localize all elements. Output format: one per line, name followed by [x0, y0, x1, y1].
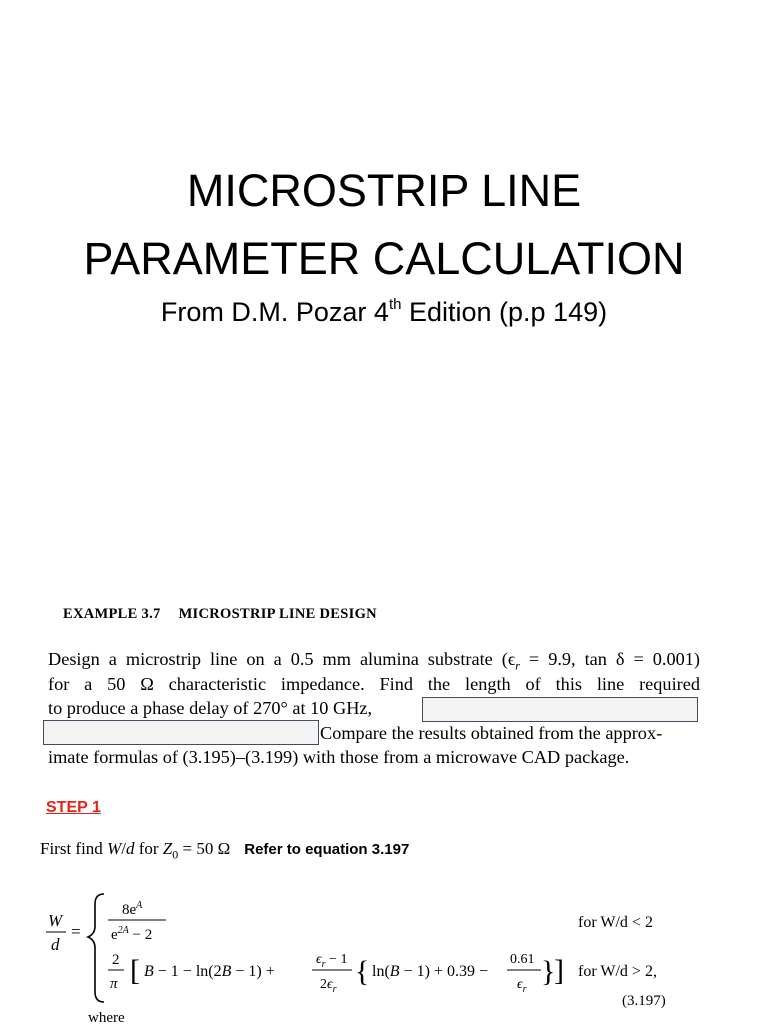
equation-number: (3.197) — [622, 993, 666, 1009]
svg-text:}: } — [541, 955, 556, 988]
redaction-box — [43, 720, 319, 745]
svg-text:0.61: 0.61 — [510, 952, 535, 967]
example-heading — [63, 606, 377, 623]
example-number: EXAMPLE 3.7 — [63, 606, 161, 622]
svg-text:2ϵr: $2\epsilon_r$ — [320, 977, 337, 995]
where-label: where — [88, 1010, 125, 1026]
svg-text:ln(B − 1) + 0.39 −: ln(B − 1) + 0.39 − — [372, 963, 488, 980]
eq-lhs-denominator: d — [51, 935, 60, 954]
paragraph-line-1: Design a microstrip line on a 0.5 mm alumina substrate ($\epsilon_r = 9.9$, tan δ = 0.001) — [48, 649, 701, 673]
subtitle-text-end: Edition (p.p 149) — [401, 297, 608, 327]
svg-text:ϵr − 1: $\epsilon_r - 1$ — [316, 952, 348, 970]
svg-text:2: 2 — [112, 952, 120, 968]
eq-lhs-numerator: W — [48, 911, 63, 930]
step-instruction: First find W/d for $Z_0 = 50$ Ω Refer to equation 3.197 — [40, 839, 410, 862]
subtitle-superscript: th — [388, 296, 402, 313]
paragraph-line-4: Compare the results obtained from the approx- — [320, 722, 663, 743]
step-label: STEP 1 — [46, 799, 101, 816]
subtitle — [0, 290, 768, 334]
eq-case1-denominator: $e^{2A} - 2$ — [111, 925, 153, 943]
equation-3-197 — [0, 880, 768, 1024]
example-title: MICROSTRIP LINE DESIGN — [178, 606, 377, 622]
subtitle-text: From D.M. Pozar 4 — [160, 297, 389, 327]
svg-text:{: { — [355, 955, 370, 988]
svg-text:π: π — [110, 976, 118, 992]
redaction-box — [422, 697, 698, 722]
svg-text:=: = — [71, 922, 81, 941]
svg-text:B − 1 − ln(2B − 1) +: B − 1 − ln(2B − 1) + — [144, 963, 275, 980]
eq-case1-condition: for W/d < 2 — [578, 914, 653, 931]
svg-text:[: [ — [130, 954, 140, 987]
eq-case2-condition: for W/d > 2, — [578, 963, 657, 980]
title-line-2: PARAMETER CALCULATION — [83, 233, 685, 284]
paragraph-line-5: imate formulas of (3.195)–(3.199) with those from a microwave CAD package. — [48, 747, 630, 767]
paragraph-line-3: to produce a phase delay of 270° at 10 GHz, — [48, 698, 373, 718]
equation-reference: Refer to equation 3.197 — [244, 841, 410, 858]
paragraph-line-2: for a 50 Ω characteristic impedance. Find the length of this line required — [48, 673, 700, 694]
svg-text:]: ] — [554, 954, 564, 987]
eq-case1-numerator: $8e^A$ — [122, 900, 143, 918]
title-line-1: MICROSTRIP LINE — [186, 165, 582, 216]
svg-text:ϵr: $\epsilon_r$ — [517, 977, 527, 995]
